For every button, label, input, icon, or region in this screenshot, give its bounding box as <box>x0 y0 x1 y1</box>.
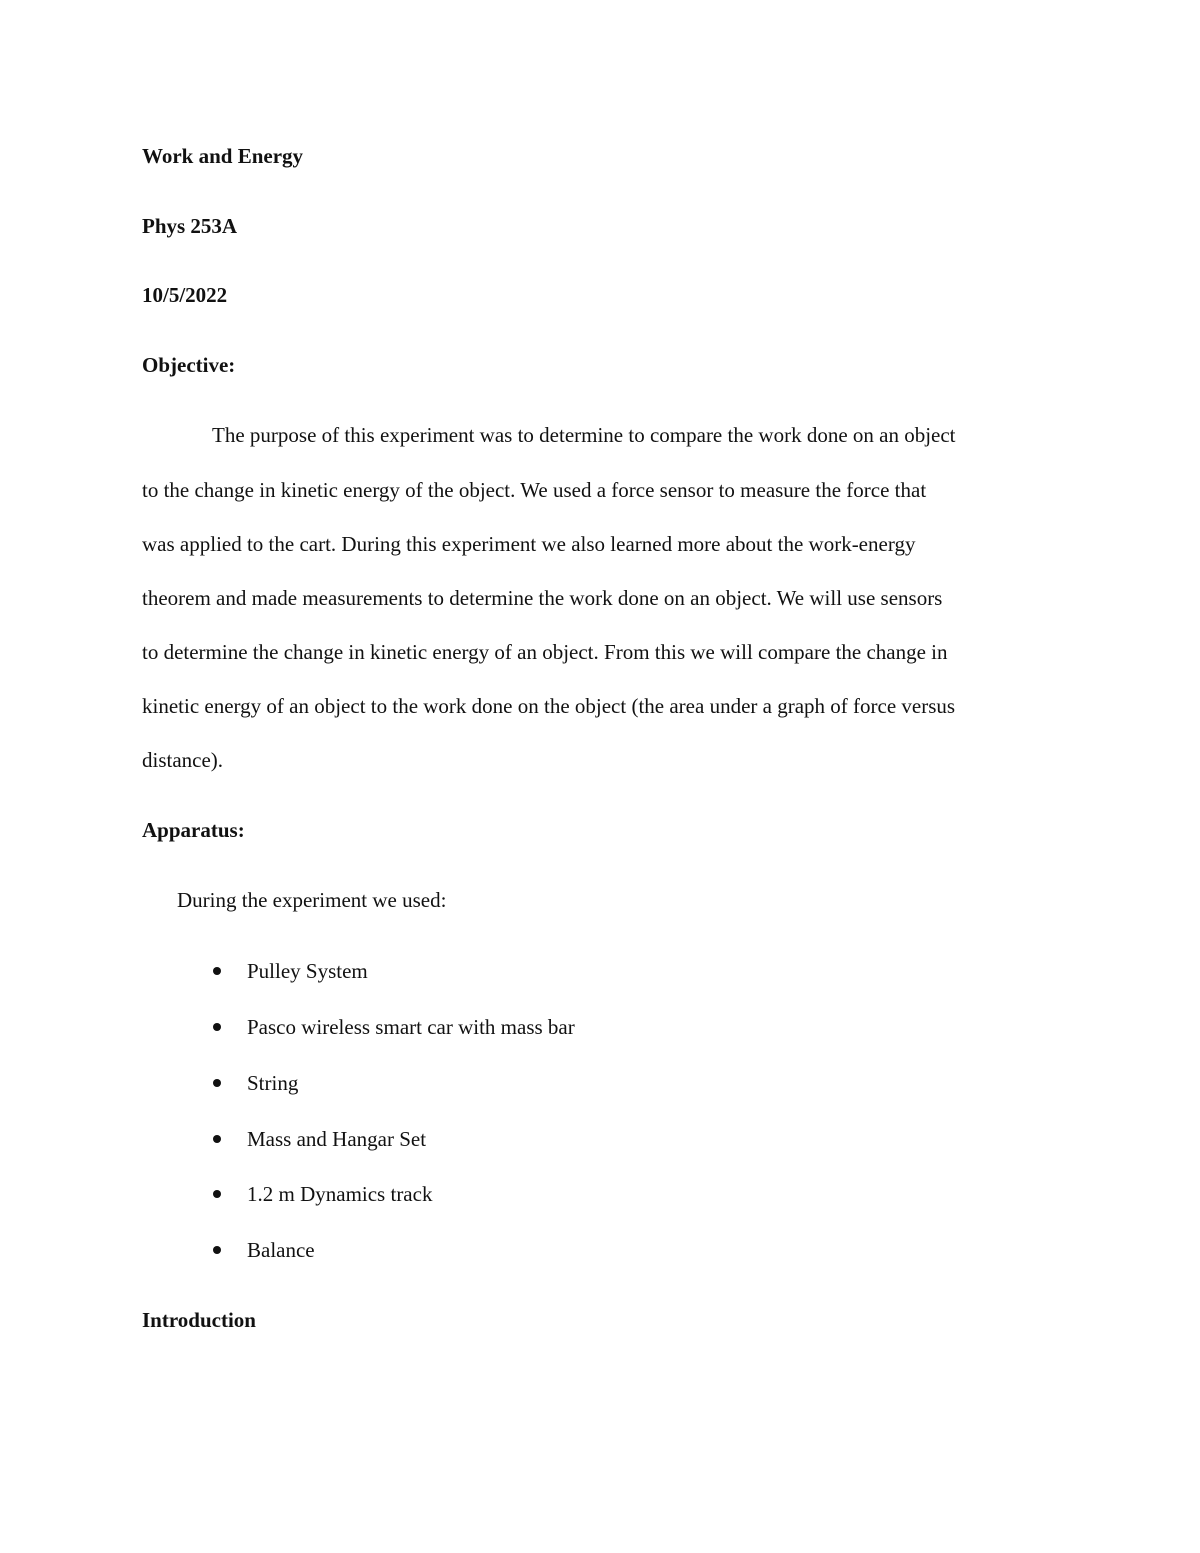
list-item-text: String <box>247 1071 299 1095</box>
document-date: 10/5/2022 <box>142 283 228 307</box>
list-item-text: Balance <box>247 1238 315 1262</box>
bullet-icon <box>213 1246 221 1254</box>
document-title: Work and Energy <box>142 144 304 168</box>
apparatus-heading: Apparatus: <box>142 818 245 842</box>
objective-line: The purpose of this experiment was to determine to compare the work done on an object <box>212 423 956 447</box>
bullet-icon <box>213 1135 221 1143</box>
objective-line: theorem and made measurements to determine the work done on an object. We will use sensors <box>142 586 943 610</box>
list-item-text: Pulley System <box>247 959 368 983</box>
objective-line: kinetic energy of an object to the work done on the object (the area under a graph of force versus <box>142 694 956 718</box>
bullet-icon <box>213 1079 221 1087</box>
list-item-text: Pasco wireless smart car with mass bar <box>247 1015 575 1039</box>
course-code: Phys 253A <box>142 214 238 238</box>
bullet-icon <box>213 1190 221 1198</box>
introduction-heading: Introduction <box>142 1308 256 1332</box>
objective-line: to the change in kinetic energy of the object. We used a force sensor to measure the force that <box>142 478 927 502</box>
objective-heading: Objective: <box>142 353 236 377</box>
bullet-icon <box>213 967 221 975</box>
apparatus-intro: During the experiment we used: <box>177 888 447 912</box>
list-item-text: 1.2 m Dynamics track <box>247 1182 433 1206</box>
objective-line: distance). <box>142 748 224 772</box>
bullet-icon <box>213 1023 221 1031</box>
list-item-text: Mass and Hangar Set <box>247 1127 427 1151</box>
objective-line: to determine the change in kinetic energy of an object. From this we will compare the change in <box>142 640 948 664</box>
objective-line: was applied to the cart. During this experiment we also learned more about the work-energy <box>142 532 916 556</box>
